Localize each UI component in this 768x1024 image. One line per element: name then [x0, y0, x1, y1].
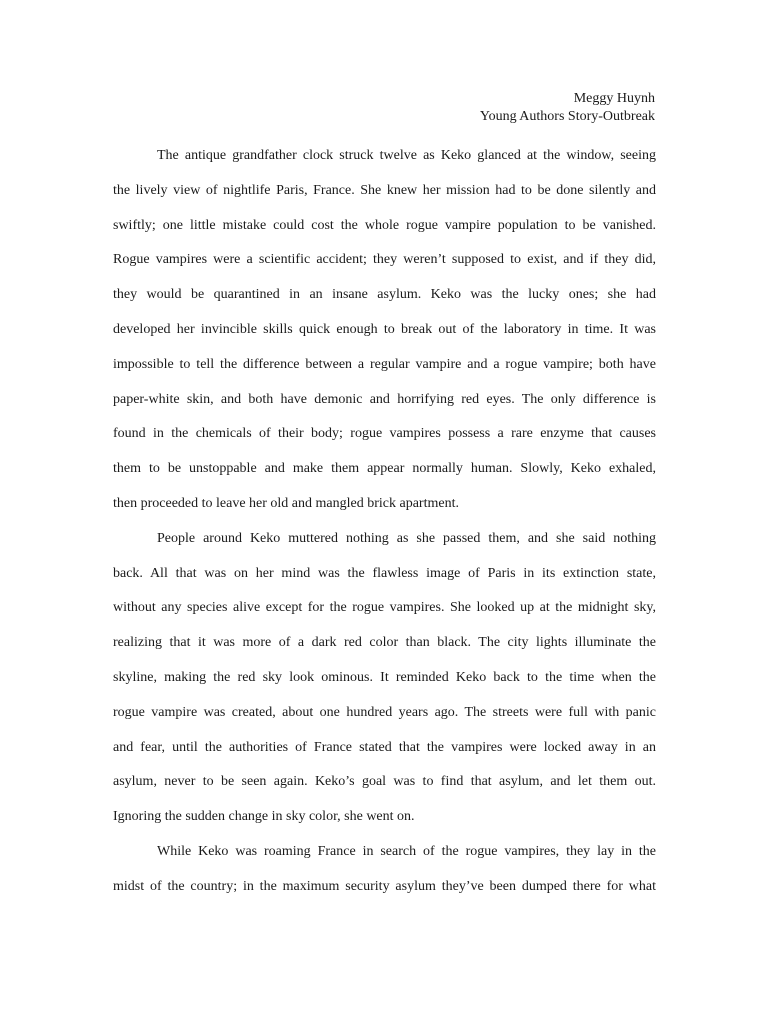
story-body [113, 139, 656, 905]
document-header [480, 90, 655, 126]
text-line: realizing that it was more of a dark red color than black. The city lights illuminate the [113, 635, 656, 651]
text-line: While Keko was roaming France in search of the rogue vampires, they lay in the [157, 843, 656, 859]
text-line: then proceeded to leave her old and mangled brick apartment. [113, 495, 459, 511]
text-line: Ignoring the sudden change in sky color, she went on. [113, 809, 415, 825]
text-line: impossible to tell the difference between a regular vampire and a rogue vampire; both have [113, 356, 656, 372]
text-line: developed her invincible skills quick enough to break out of the laboratory in time. It was [113, 321, 656, 337]
text-line: swiftly; one little mistake could cost the whole rogue vampire population to be vanished. [113, 217, 656, 233]
text-line: without any species alive except for the rogue vampires. She looked up at the midnight sky, [113, 600, 656, 616]
text-line: Rogue vampires were a scientific accident; they weren’t supposed to exist, and if they did, [113, 252, 656, 268]
author-name: Meggy Huynh [573, 91, 655, 106]
text-line: People around Keko muttered nothing as she passed them, and she said nothing [157, 530, 656, 546]
text-line: The antique grandfather clock struck twelve as Keko glanced at the window, seeing [157, 148, 656, 163]
text-line: asylum, never to be seen again. Keko’s goal was to find that asylum, and let them out. [113, 774, 656, 790]
story-title: Young Authors Story-Outbreak [479, 109, 655, 124]
text-line: and fear, until the authorities of France stated that the vampires were locked away in an [113, 739, 656, 755]
text-line: skyline, making the red sky look ominous. It reminded Keko back to the time when the [113, 669, 656, 685]
text-line: the lively view of nightlife Paris, France. She knew her mission had to be done silently and [113, 182, 656, 198]
text-line: found in the chemicals of their body; rogue vampires possess a rare enzyme that causes [113, 426, 656, 442]
text-line: midst of the country; in the maximum security asylum they’ve been dumped there for what [113, 878, 656, 894]
text-line: they would be quarantined in an insane asylum. Keko was the lucky ones; she had [113, 287, 656, 303]
text-line: back. All that was on her mind was the flawless image of Paris in its extinction state, [113, 565, 656, 581]
text-line: paper-white skin, and both have demonic and horrifying red eyes. The only difference is [113, 391, 656, 407]
text-line: rogue vampire was created, about one hundred years ago. The streets were full with panic [113, 704, 656, 720]
text-line: them to be unstoppable and make them appear normally human. Slowly, Keko exhaled, [113, 461, 656, 477]
